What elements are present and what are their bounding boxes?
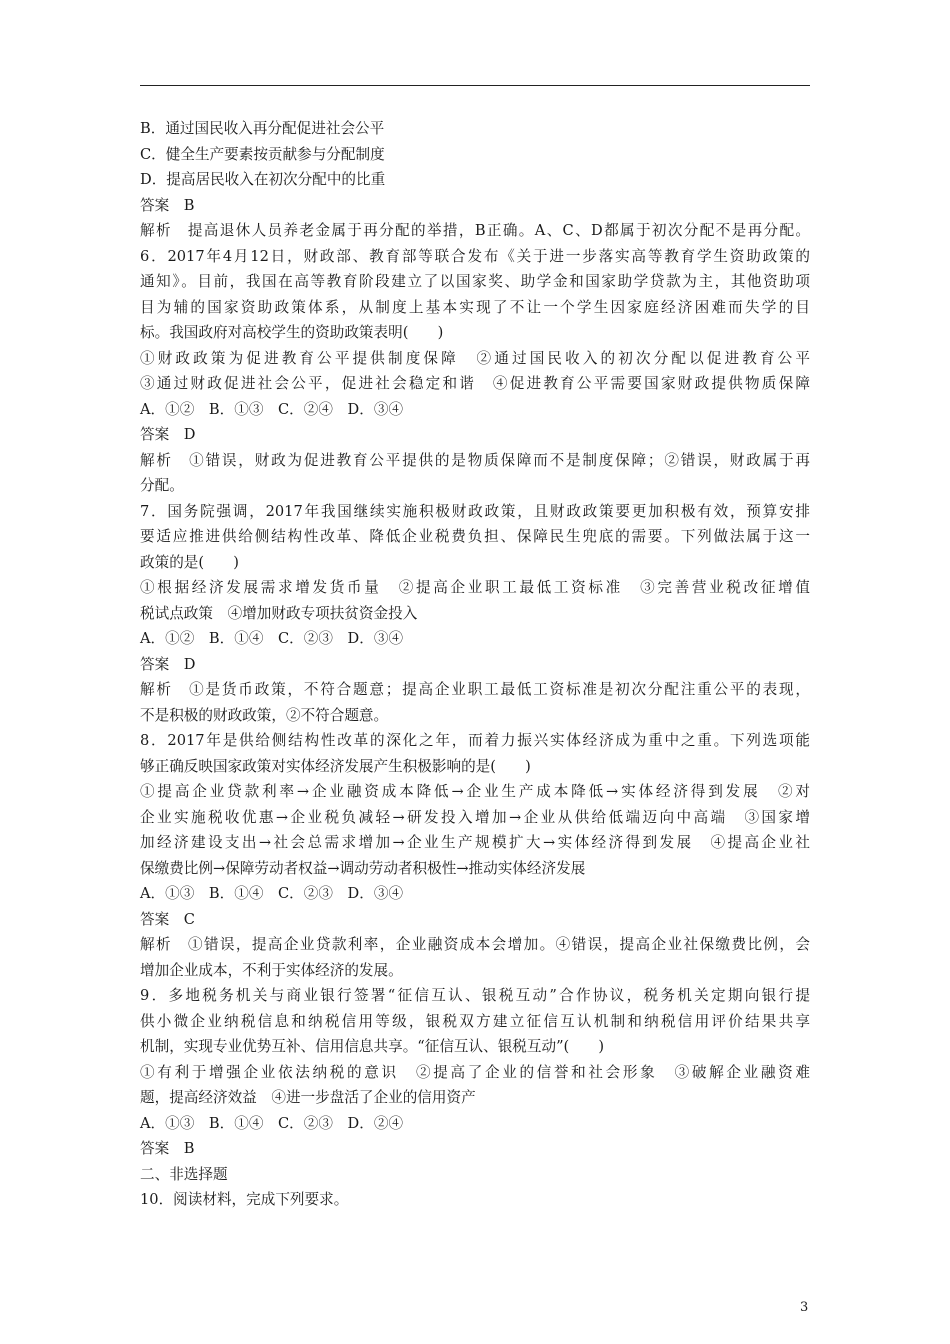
text-line: 解析 ①是货币政策，不符合题意；提高企业职工最低工资标准是初次分配注重公平的表现， xyxy=(140,681,810,698)
text-line: A．①② B．①③ C．②④ D．③④ xyxy=(140,400,404,418)
text-line: ③通过财政促进社会公平，促进社会稳定和谐 ④促进教育公平需要国家财政提供物质保障 xyxy=(140,375,810,392)
text-line: 解析 ①错误，财政为促进教育公平提供的是物质保障而不是制度保障；②错误，财政属于再 xyxy=(140,451,810,469)
text-line: 6．2017年4月12日，财政部、教育部等联合发布《关于进一步落实高等教育学生资助政策的 xyxy=(140,247,810,265)
text-line: 解析 提高退休人员养老金属于再分配的举措，B正确。A、C、D都属于初次分配不是再分配。 xyxy=(140,222,810,239)
header-rule xyxy=(140,85,810,86)
text-line: 加经济建设支出→社会总需求增加→企业生产规模扩大→实体经济得到发展 ④提高企业社 xyxy=(140,834,810,851)
text-line: 10．阅读材料，完成下列要求。 xyxy=(140,1191,349,1208)
text-line: B．通过国民收入再分配促进社会公平 xyxy=(140,120,385,137)
text-line: 不是积极的财政政策，②不符合题意。 xyxy=(140,706,389,724)
text-line: 目为辅的国家资助政策体系，从制度上基本实现了不让一个学生因家庭经济困难而失学的目 xyxy=(140,298,810,316)
text-line: 政策的是( ) xyxy=(140,553,239,571)
text-line: 7．国务院强调，2017年我国继续实施积极财政政策，且财政政策要更加积极有效，预算安排 xyxy=(140,502,810,520)
text-line: 答案 C xyxy=(140,910,195,928)
text-line: 8．2017年是供给侧结构性改革的深化之年，而着力振兴实体经济成为重中之重。下列选项能 xyxy=(140,732,810,749)
text-line: ①财政政策为促进教育公平提供制度保障 ②通过国民收入的初次分配以促进教育公平 xyxy=(140,349,810,367)
text-line: 9．多地税务机关与商业银行签署“征信互认、银税互动”合作协议，税务机关定期向银行提 xyxy=(140,987,810,1004)
document-body xyxy=(140,116,810,1213)
text-line: 够正确反映国家政策对实体经济发展产生积极影响的是( ) xyxy=(140,757,531,775)
text-line: 答案 B xyxy=(140,1140,195,1157)
text-line: 答案 D xyxy=(140,426,196,443)
text-line: C．健全生产要素按贡献参与分配制度 xyxy=(140,145,385,163)
text-line: ①根据经济发展需求增发货币量 ②提高企业职工最低工资标准 ③完善营业税改征增值 xyxy=(140,579,810,596)
text-line: 标。我国政府对高校学生的资助政策表明( ) xyxy=(140,324,444,341)
text-line: ①提高企业贷款利率→企业融资成本降低→企业生产成本降低→实体经济得到发展 ②对 xyxy=(140,783,810,800)
text-line: 答案 B xyxy=(140,196,195,214)
text-line: 通知》。目前，我国在高等教育阶段建立了以国家奖、助学金和国家助学贷款为主，其他资助项 xyxy=(140,273,810,290)
text-line: 解析 ①错误，提高企业贷款利率，企业融资成本会增加。④错误，提高企业社保缴费比例，会 xyxy=(140,936,810,953)
text-line: 供小微企业纳税信息和纳税信用等级，银税双方建立征信互认机制和纳税信用评价结果共享 xyxy=(140,1012,810,1030)
text-line: 税试点政策 ④增加财政专项扶贫资金投入 xyxy=(140,604,418,622)
text-line: 保缴费比例→保障劳动者权益→调动劳动者积极性→推动实体经济发展 xyxy=(140,859,586,877)
text-line: A．①② B．①④ C．②③ D．③④ xyxy=(140,630,404,647)
text-line: D．提高居民收入在初次分配中的比重 xyxy=(140,171,386,188)
text-line: ①有利于增强企业依法纳税的意识 ②提高了企业的信誉和社会形象 ③破解企业融资难 xyxy=(140,1063,810,1081)
text-line: 分配。 xyxy=(140,477,184,494)
text-line: 二、非选择题 xyxy=(140,1165,228,1183)
text-line: 要适应推进供给侧结构性改革、降低企业税费负担、保障民生兜底的需要。下列做法属于这一 xyxy=(140,528,810,545)
text-line: A．①③ B．①④ C．②③ D．③④ xyxy=(140,885,404,902)
text-line: A．①③ B．①④ C．②③ D．②④ xyxy=(140,1114,404,1132)
text-line: 企业实施税收优惠→企业税负减轻→研发投入增加→企业从供给低端迈向中高端 ③国家增 xyxy=(140,808,810,826)
page-number: 3 xyxy=(800,1300,809,1315)
text-line: 题，提高经济效益 ④进一步盘活了企业的信用资产 xyxy=(140,1089,476,1106)
text-line: 增加企业成本，不利于实体经济的发展。 xyxy=(140,961,403,979)
text-line: 答案 D xyxy=(140,655,196,673)
text-line: 机制，实现专业优势互补、信用信息共享。“征信互认、银税互动”( ) xyxy=(140,1038,605,1055)
